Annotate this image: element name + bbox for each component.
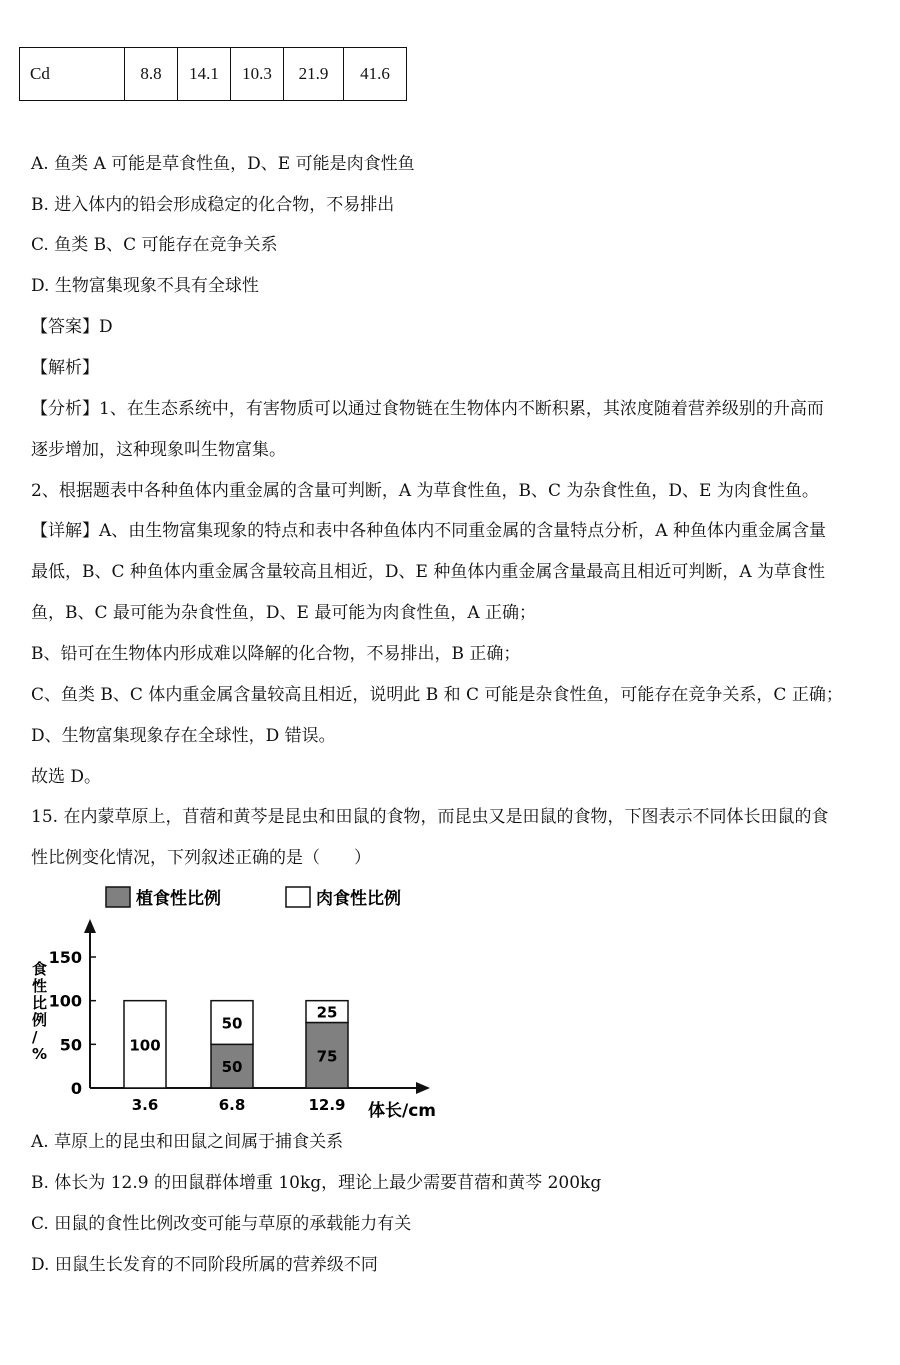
option-c: C. 鱼类 B、C 可能存在竞争关系 xyxy=(31,235,278,255)
bar-value-label: 75 xyxy=(316,1047,338,1066)
answer-line: 【答案】D xyxy=(31,317,113,337)
option-b: B. 体长为 12.9 的田鼠群体增重 10kg，理论上最少需要苜蓿和黄芩 200kg xyxy=(31,1173,602,1193)
x-tick-label: 12.9 xyxy=(308,1096,346,1114)
y-tick-label: 0 xyxy=(70,1079,82,1098)
detail-text: 【详解】A、由生物富集现象的特点和表中各种鱼体内不同重金属的含量特点分析，A 种鱼体内重金属含量 xyxy=(31,521,826,541)
table-cell: Cd xyxy=(20,48,125,101)
table-cell: 10.3 xyxy=(231,48,284,101)
y-axis-label-char: 性 xyxy=(32,977,48,995)
detail-text: 最低，B、C 种鱼体内重金属含量较高且相近，D、E 种鱼体内重金属含量最高且相近可判断，A 为草食性 xyxy=(31,562,826,582)
option-a: A. 鱼类 A 可能是草食性鱼，D、E 可能是肉食性鱼 xyxy=(31,154,415,174)
table-cell: 14.1 xyxy=(178,48,231,101)
metal-table xyxy=(19,47,407,101)
detail-text: 鱼，B、C 最可能为杂食性鱼，D、E 最可能为肉食性鱼，A 正确； xyxy=(31,603,537,623)
y-tick-label: 150 xyxy=(48,948,82,967)
legend-label-plant: 植食性比例 xyxy=(136,889,221,909)
detail-text: B、铅可在生物体内形成难以降解的化合物，不易排出，B 正确； xyxy=(31,644,521,664)
y-tick-label: 100 xyxy=(48,991,82,1011)
plot-area xyxy=(49,919,436,1118)
analysis-heading: 【解析】 xyxy=(31,358,99,378)
y-axis-label-char: 食 xyxy=(32,960,48,978)
table-cell: 41.6 xyxy=(344,48,407,101)
bar-value-label: 50 xyxy=(221,1014,243,1033)
option-d: D. 生物富集现象不具有全球性 xyxy=(31,276,259,296)
option-a: A. 草原上的昆虫和田鼠之间属于捕食关系 xyxy=(31,1132,344,1152)
analysis-text: 【分析】1、在生态系统中，有害物质可以通过食物链在生物体内不断积累，其浓度随着营养级别的升高而 xyxy=(31,399,824,419)
diet-ratio-chart xyxy=(28,878,448,1118)
legend-swatch-plant xyxy=(106,887,130,907)
table-cell: 8.8 xyxy=(125,48,178,101)
y-axis-label-char: % xyxy=(32,1045,48,1063)
bar-value-label: 50 xyxy=(221,1058,243,1077)
y-axis-label xyxy=(32,960,47,1063)
option-b: B. 进入体内的铅会形成稳定的化合物，不易排出 xyxy=(31,195,395,215)
detail-text: C、鱼类 B、C 体内重金属含量较高且相近，说明此 B 和 C 可能是杂食性鱼，可能存在竞争关系，C 正确； xyxy=(31,685,843,705)
legend-label-animal: 肉食性比例 xyxy=(316,889,401,909)
conclusion-text: 故选 D。 xyxy=(31,767,102,787)
x-axis-arrow xyxy=(416,1082,430,1094)
option-d: D. 田鼠生长发育的不同阶段所属的营养级不同 xyxy=(31,1255,378,1275)
x-tick-label: 3.6 xyxy=(131,1096,159,1114)
x-tick-label: 6.8 xyxy=(218,1096,246,1114)
y-axis-label-char: / xyxy=(32,1028,38,1046)
question-15: 性比例变化情况，下列叙述正确的是（ ） xyxy=(31,848,371,868)
legend-swatch-animal xyxy=(286,887,310,907)
analysis-text: 2、根据题表中各种鱼体内重金属的含量可判断，A 为草食性鱼，B、C 为杂食性鱼，D、E 为肉食性鱼。 xyxy=(31,481,819,501)
y-tick-label: 50 xyxy=(59,1035,82,1055)
y-axis-arrow xyxy=(84,919,96,933)
table-row xyxy=(20,48,407,101)
x-axis-label: 体长/cm xyxy=(368,1101,436,1118)
option-c: C. 田鼠的食性比例改变可能与草原的承载能力有关 xyxy=(31,1214,412,1234)
detail-text: D、生物富集现象存在全球性，D 错误。 xyxy=(31,726,336,746)
y-axis-label-char: 例 xyxy=(32,1011,48,1029)
bar-value-label: 100 xyxy=(129,1036,161,1055)
table-cell: 21.9 xyxy=(284,48,344,101)
analysis-text: 逐步增加，这种现象叫生物富集。 xyxy=(31,440,286,460)
question-15: 15. 在内蒙草原上，苜蓿和黄芩是昆虫和田鼠的食物，而昆虫又是田鼠的食物，下图表示不同体长田鼠的食 xyxy=(31,807,829,827)
y-axis-label-char: 比 xyxy=(32,994,48,1012)
bar-value-label: 25 xyxy=(316,1003,338,1022)
